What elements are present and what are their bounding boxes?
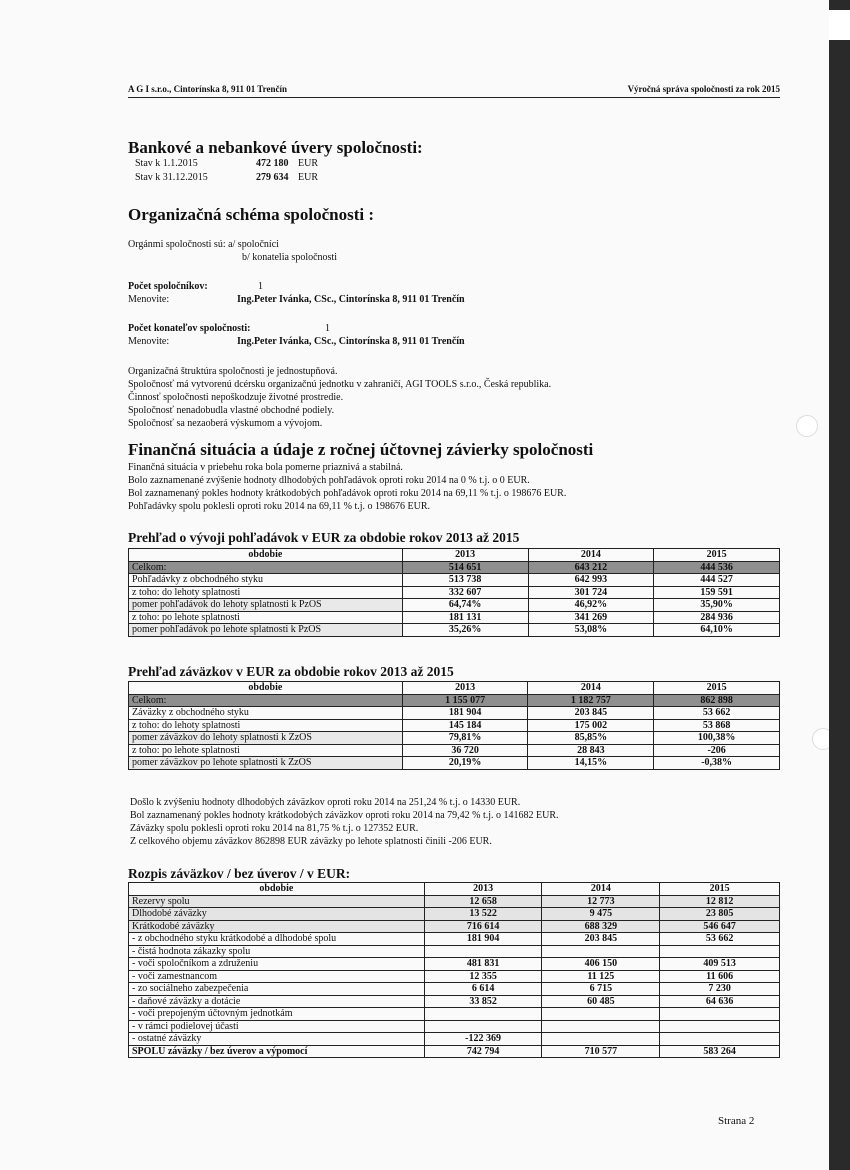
loan-label: Stav k 31.12.2015	[135, 172, 208, 183]
table-row	[129, 599, 780, 612]
table-cell: 11 606	[660, 970, 780, 983]
table-cell: 203 845	[528, 707, 654, 720]
table-cell: 1 182 757	[528, 694, 654, 707]
table-cell	[424, 1008, 542, 1021]
table-cell: Celkom:	[129, 561, 403, 574]
table-cell: 546 647	[660, 920, 780, 933]
loan-unit-2: EUR	[298, 172, 318, 183]
table-cell: 716 614	[424, 920, 542, 933]
table-cell	[660, 1020, 780, 1033]
table-cell: 481 831	[424, 958, 542, 971]
table-cell: SPOLU záväzky / bez úverov a výpomocí	[129, 1045, 425, 1058]
table-cell: 28 843	[528, 744, 654, 757]
receivables-table	[128, 548, 780, 637]
table-row	[129, 757, 780, 770]
table-row	[129, 958, 780, 971]
table-header: 2014	[528, 682, 654, 695]
table-row	[129, 624, 780, 637]
directors-count: 1	[325, 323, 330, 334]
table-cell: 79,81%	[402, 732, 528, 745]
table-cell: 642 993	[528, 574, 654, 587]
finance-line: Finančná situácia v priebehu roka bola pomerne priaznivá a stabilná.	[128, 462, 403, 473]
finance-line: Pohľadávky spolu poklesli oproti roku 2014 na 69,11 % t.j. o 198676 EUR.	[128, 501, 431, 512]
table-row	[129, 995, 780, 1008]
table-header: 2013	[402, 549, 528, 562]
table-cell: 53 868	[654, 719, 780, 732]
table-cell: 862 898	[654, 694, 780, 707]
table-header: 2013	[424, 883, 542, 896]
table-header: 2014	[528, 549, 654, 562]
table-cell: Záväzky z obchodného styku	[129, 707, 403, 720]
table-cell: Pohľadávky z obchodného styku	[129, 574, 403, 587]
table-cell: 46,92%	[528, 599, 654, 612]
finance-title: Finančná situácia a údaje z ročnej účtovnej závierky spoločnosti	[128, 440, 594, 459]
table-cell: 13 522	[424, 908, 542, 921]
table-row	[129, 719, 780, 732]
table-cell: 85,85%	[528, 732, 654, 745]
table-cell: 9 475	[542, 908, 660, 921]
org-note: Spoločnosť má vytvorenú dcérsku organizačnú jednotku v zahraničí, AGI TOOLS s.r.o., Česká republika.	[128, 379, 552, 390]
table-cell: 11 125	[542, 970, 660, 983]
table-cell: 12 658	[424, 895, 542, 908]
org-title: Organizačná schéma spoločnosti :	[128, 205, 375, 224]
directors-names-label: Menovite:	[128, 336, 170, 347]
breakdown-title: Rozpis záväzkov / bez úverov / v EUR:	[128, 866, 351, 881]
table-header: 2014	[542, 883, 660, 896]
table-cell: 181 904	[424, 933, 542, 946]
org-note: Spoločnosť sa nezaoberá výskumom a vývojom.	[128, 418, 323, 429]
table-cell: 6 715	[542, 983, 660, 996]
table-cell: 181 904	[402, 707, 528, 720]
table-cell: - zo sociálneho zabezpečenia	[129, 983, 425, 996]
table-cell: - voči prepojeným účtovným jednotkám	[129, 1008, 425, 1021]
table-cell: 406 150	[542, 958, 660, 971]
receivables-title: Prehľad o vývoji pohľadávok v EUR za obdobie rokov 2013 až 2015	[128, 530, 520, 545]
table-cell: pomer pohľadávok do lehoty splatnosti k PzOS	[129, 599, 403, 612]
org-note: Činnosť spoločnosti nepoškodzuje životné prostredie.	[128, 392, 344, 403]
table-cell: pomer záväzkov do lehoty splatnosti k ZzOS	[129, 732, 403, 745]
table-cell: 444 536	[654, 561, 780, 574]
table-cell: 159 591	[654, 586, 780, 599]
table-header-row	[129, 549, 780, 562]
table-cell: 341 269	[528, 611, 654, 624]
table-cell: 513 738	[402, 574, 528, 587]
table-row	[129, 707, 780, 720]
page-number: Strana 2	[718, 1115, 755, 1127]
partners-label: Počet spoločníkov:	[128, 281, 208, 292]
table-cell: pomer pohľadávok po lehote splatnosti k PzOS	[129, 624, 403, 637]
loan-row-2	[135, 172, 208, 183]
loan-value-1: 472 180	[256, 158, 289, 169]
table-row	[129, 561, 780, 574]
table-cell: 6 614	[424, 983, 542, 996]
loan-label: Stav k 1.1.2015	[135, 158, 198, 169]
table-header-row	[129, 883, 780, 896]
table-row	[129, 611, 780, 624]
table-row	[129, 574, 780, 587]
table-cell: - z obchodného styku krátkodobé a dlhodobé spolu	[129, 933, 425, 946]
partners-count: 1	[258, 281, 263, 292]
payables-table	[128, 681, 780, 770]
table-row	[129, 970, 780, 983]
table-cell: - daňové záväzky a dotácie	[129, 995, 425, 1008]
breakdown-table	[128, 882, 780, 1058]
table-cell: 301 724	[528, 586, 654, 599]
table-cell: - čistá hodnota zákazky spolu	[129, 945, 425, 958]
org-organs-intro: Orgánmi spoločnosti sú: a/ spoločníci	[128, 239, 279, 250]
payables-note: Záväzky spolu poklesli oproti roku 2014 na 81,75 % t.j. o 127352 EUR.	[130, 823, 419, 834]
table-row	[129, 895, 780, 908]
scan-edge	[829, 0, 850, 1170]
table-header: 2015	[654, 682, 780, 695]
table-cell: -0,38%	[654, 757, 780, 770]
table-cell: 64,10%	[654, 624, 780, 637]
table-cell: 35,26%	[402, 624, 528, 637]
table-header-row	[129, 682, 780, 695]
table-row	[129, 983, 780, 996]
table-cell: - ostatné záväzky	[129, 1033, 425, 1046]
loans-title: Bankové a nebankové úvery spoločnosti:	[128, 138, 423, 157]
finance-line: Bolo zaznamenané zvýšenie hodnoty dlhodobých pohľadávok oproti roku 2014 na 0 % t.j. o 0 EUR.	[128, 475, 530, 486]
table-row	[129, 945, 780, 958]
partners-names: Ing.Peter Ivánka, CSc., Cintorínska 8, 911 01 Trenčín	[237, 294, 465, 305]
table-row	[129, 744, 780, 757]
table-cell: 35,90%	[654, 599, 780, 612]
payables-note: Došlo k zvýšeniu hodnoty dlhodobých záväzkov oproti roku 2014 na 251,24 % t.j. o 14330 EUR.	[130, 797, 521, 808]
table-row	[129, 732, 780, 745]
punch-hole	[796, 415, 818, 437]
table-cell: -122 369	[424, 1033, 542, 1046]
table-cell: 409 513	[660, 958, 780, 971]
table-cell: 23 805	[660, 908, 780, 921]
header-right: Výročná správa spoločnosti za rok 2015	[627, 84, 780, 94]
table-cell: z toho: do lehoty splatnosti	[129, 586, 403, 599]
table-cell: 203 845	[542, 933, 660, 946]
table-cell: 1 155 077	[402, 694, 528, 707]
table-cell: 33 852	[424, 995, 542, 1008]
header-left: A G I s.r.o., Cintorínska 8, 911 01 Trenčín	[128, 84, 287, 94]
loan-value-2: 279 634	[256, 172, 289, 183]
table-cell: z toho: po lehote splatnosti	[129, 611, 403, 624]
table-cell: 710 577	[542, 1045, 660, 1058]
table-cell	[660, 1033, 780, 1046]
table-cell: Rezervy spolu	[129, 895, 425, 908]
table-row	[129, 1045, 780, 1058]
table-header: obdobie	[129, 883, 425, 896]
table-cell: -206	[654, 744, 780, 757]
table-cell: 7 230	[660, 983, 780, 996]
table-row	[129, 586, 780, 599]
table-cell	[542, 1008, 660, 1021]
directors-label: Počet konateľov spoločnosti:	[128, 323, 251, 334]
scan-edge-notch	[829, 10, 850, 40]
payables-notes	[130, 796, 770, 848]
table-cell: 12 355	[424, 970, 542, 983]
table-cell: pomer záväzkov po lehote splatnosti k ZzOS	[129, 757, 403, 770]
table-cell	[660, 1008, 780, 1021]
table-row	[129, 1008, 780, 1021]
table-cell: 64,74%	[402, 599, 528, 612]
payables-title: Prehľad záväzkov v EUR za obdobie rokov 2013 až 2015	[128, 664, 454, 679]
table-cell: 742 794	[424, 1045, 542, 1058]
table-header: 2015	[654, 549, 780, 562]
loan-row-1	[135, 158, 198, 169]
table-cell: Krátkodobé záväzky	[129, 920, 425, 933]
table-header: 2015	[660, 883, 780, 896]
table-cell: Dlhodobé záväzky	[129, 908, 425, 921]
table-row	[129, 694, 780, 707]
page-header	[128, 84, 780, 98]
table-header: 2013	[402, 682, 528, 695]
table-cell: 14,15%	[528, 757, 654, 770]
table-header: obdobie	[129, 549, 403, 562]
org-notes	[128, 365, 728, 430]
table-cell: 64 636	[660, 995, 780, 1008]
table-header: obdobie	[129, 682, 403, 695]
table-row	[129, 908, 780, 921]
directors-names: Ing.Peter Ivánka, CSc., Cintorínska 8, 911 01 Trenčín	[237, 336, 465, 347]
table-row	[129, 1020, 780, 1033]
table-cell: - v rámci podielovej účasti	[129, 1020, 425, 1033]
table-cell: 181 131	[402, 611, 528, 624]
table-cell: 12 773	[542, 895, 660, 908]
table-cell: - voči zamestnancom	[129, 970, 425, 983]
partners-names-label: Menovite:	[128, 294, 170, 305]
loan-unit-1: EUR	[298, 158, 318, 169]
table-cell: 100,38%	[654, 732, 780, 745]
table-cell	[542, 945, 660, 958]
table-cell: 688 329	[542, 920, 660, 933]
table-cell: 12 812	[660, 895, 780, 908]
table-cell	[424, 945, 542, 958]
table-cell: 20,19%	[402, 757, 528, 770]
table-cell	[424, 1020, 542, 1033]
org-note: Organizačná štruktúra spoločnosti je jednostupňová.	[128, 366, 338, 377]
table-cell: 583 264	[660, 1045, 780, 1058]
table-cell: 332 607	[402, 586, 528, 599]
table-cell: 284 936	[654, 611, 780, 624]
table-cell: Celkom:	[129, 694, 403, 707]
table-cell: z toho: po lehote splatnosti	[129, 744, 403, 757]
payables-note: Bol zaznamenaný pokles hodnoty krátkodobých záväzkov oproti roku 2014 na 79,42 % t.j. o 141682 EUR.	[130, 810, 559, 821]
table-cell: 145 184	[402, 719, 528, 732]
org-note: Spoločnosť nenadobudla vlastné obchodné podiely.	[128, 405, 335, 416]
table-cell	[542, 1020, 660, 1033]
table-cell: 643 212	[528, 561, 654, 574]
table-cell: 53 662	[660, 933, 780, 946]
table-cell: z toho: do lehoty splatnosti	[129, 719, 403, 732]
table-cell: 53 662	[654, 707, 780, 720]
table-cell	[542, 1033, 660, 1046]
table-row	[129, 1033, 780, 1046]
table-cell: 53,08%	[528, 624, 654, 637]
table-row	[129, 920, 780, 933]
payables-note: Z celkového objemu záväzkov 862898 EUR záväzky po lehote splatnosti činili -206 EUR.	[130, 836, 492, 847]
finance-line: Bol zaznamenaný pokles hodnoty krátkodobých pohľadávok oproti roku 2014 na 69,11 % t.j. o 198676 EUR.	[128, 488, 567, 499]
table-cell: 60 485	[542, 995, 660, 1008]
finance-lines	[128, 461, 768, 513]
table-cell: 514 651	[402, 561, 528, 574]
org-organs-b: b/ konatelia spoločnosti	[242, 252, 337, 263]
table-cell: - voči spoločníkom a združeniu	[129, 958, 425, 971]
table-row	[129, 933, 780, 946]
table-cell	[660, 945, 780, 958]
table-cell: 175 002	[528, 719, 654, 732]
table-cell: 36 720	[402, 744, 528, 757]
table-cell: 444 527	[654, 574, 780, 587]
